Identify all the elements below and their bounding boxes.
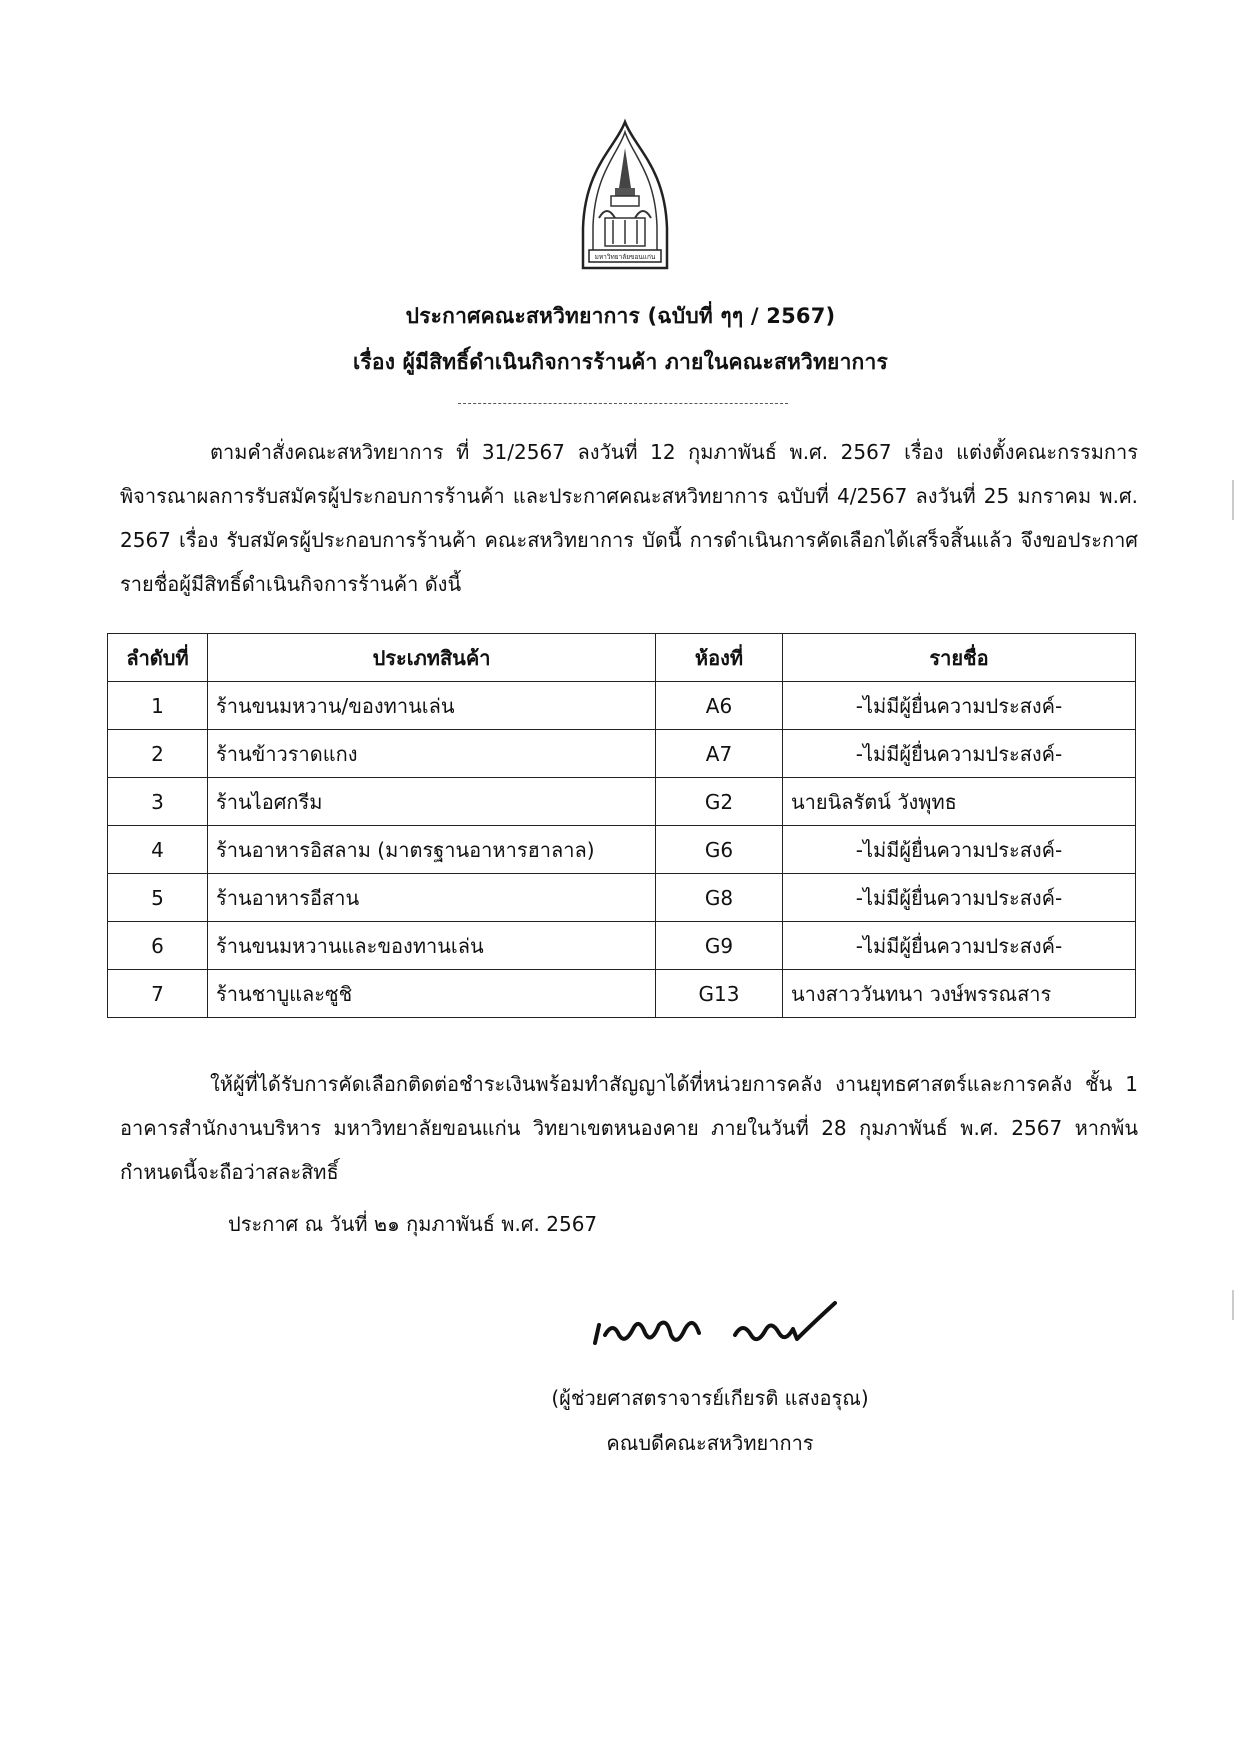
header-type: ประเภทสินค้า [208, 634, 656, 682]
instruction-paragraph [120, 1062, 1138, 1194]
row-type: ร้านข้าวราดแกง [208, 730, 656, 778]
table-row [108, 970, 1136, 1018]
row-name: นายนิลรัตน์ วังพุทธ [783, 778, 1136, 826]
instruction-text: ให้ผู้ที่ได้รับการคัดเลือกติดต่อชำระเงินพร้อมทำสัญญาได้ที่หน่วยการคลัง งานยุทธศาสตร์และการคลัง ชั้น 1 อาคารสำนักงานบริหาร มหาวิทยาลัยขอนแก่น วิทยาเขตหนองคาย ภายในวันที่ 28 กุมภาพันธ์ พ.ศ. 2567 หากพ้นกำหนดนี้จะถือว่าสละสิทธิ์ [120, 1072, 1138, 1184]
table-header-row [108, 634, 1136, 682]
row-room: G13 [656, 970, 783, 1018]
row-room: G8 [656, 874, 783, 922]
seal-banner-text: มหาวิทยาลัยขอนแก่น [594, 253, 656, 261]
row-no: 5 [108, 874, 208, 922]
row-name: นางสาววันทนา วงษ์พรรณสาร [783, 970, 1136, 1018]
university-seal-icon [575, 118, 675, 278]
row-no: 6 [108, 922, 208, 970]
row-no: 2 [108, 730, 208, 778]
row-type: ร้านอาหารอีสาน [208, 874, 656, 922]
header-name: รายชื่อ [783, 634, 1136, 682]
row-name: -ไม่มีผู้ยื่นความประสงค์- [783, 682, 1136, 730]
table-row [108, 730, 1136, 778]
scan-margin-mark [1232, 480, 1234, 520]
signer-position: คณบดีคณะสหวิทยาการ [606, 1431, 814, 1455]
announcement-title: ประกาศคณะสหวิทยาการ (ฉบับที่ ๆๆ / 2567) [405, 304, 836, 328]
table-row [108, 922, 1136, 970]
row-type: ร้านขนมหวานและของทานเล่น [208, 922, 656, 970]
vendor-table [107, 633, 1136, 1018]
title-divider [458, 403, 788, 404]
row-no: 4 [108, 826, 208, 874]
row-type: ร้านไอศกรีม [208, 778, 656, 826]
announce-date: ประกาศ ณ วันที่ ๒๑ กุมภาพันธ์ พ.ศ. 2567 [228, 1212, 598, 1236]
signature-icon [585, 1295, 865, 1365]
row-room: A6 [656, 682, 783, 730]
row-name: -ไม่มีผู้ยื่นความประสงค์- [783, 730, 1136, 778]
header-room: ห้องที่ [656, 634, 783, 682]
row-room: G2 [656, 778, 783, 826]
row-room: G9 [656, 922, 783, 970]
header-no: ลำดับที่ [108, 634, 208, 682]
announcement-subject: เรื่อง ผู้มีสิทธิ์ดำเนินกิจการร้านค้า ภายในคณะสหวิทยาการ [353, 350, 888, 374]
row-no: 3 [108, 778, 208, 826]
row-name: -ไม่มีผู้ยื่นความประสงค์- [783, 922, 1136, 970]
table-row [108, 826, 1136, 874]
table-row [108, 682, 1136, 730]
signer-name: (ผู้ช่วยศาสตราจารย์เกียรติ แสงอรุณ) [551, 1386, 869, 1410]
row-name: -ไม่มีผู้ยื่นความประสงค์- [783, 874, 1136, 922]
intro-text: ตามคำสั่งคณะสหวิทยาการ ที่ 31/2567 ลงวันที่ 12 กุมภาพันธ์ พ.ศ. 2567 เรื่อง แต่งตั้งคณะกรรมการพิจารณาผลการรับสมัครผู้ประกอบการร้านค้า และประกาศคณะสหวิทยาการ ฉบับที่ 4/2567 ลงวันที่ 25 มกราคม พ.ศ. 2567 เรื่อง รับสมัครผู้ประกอบการร้านค้า คณะสหวิทยาการ บัดนี้ การดำเนินการคัดเลือกได้เสร็จสิ้นแล้ว จึงขอประกาศรายชื่อผู้มีสิทธิ์ดำเนินกิจการร้านค้า ดังนี้ [120, 440, 1138, 596]
row-room: G6 [656, 826, 783, 874]
scan-margin-mark [1232, 1290, 1234, 1320]
row-type: ร้านขนมหวาน/ของทานเล่น [208, 682, 656, 730]
row-no: 1 [108, 682, 208, 730]
intro-paragraph [120, 430, 1138, 606]
row-type: ร้านชาบูและซูชิ [208, 970, 656, 1018]
row-name: -ไม่มีผู้ยื่นความประสงค์- [783, 826, 1136, 874]
row-type: ร้านอาหารอิสลาม (มาตรฐานอาหารฮาลาล) [208, 826, 656, 874]
row-room: A7 [656, 730, 783, 778]
row-no: 7 [108, 970, 208, 1018]
table-row [108, 778, 1136, 826]
table-row [108, 874, 1136, 922]
